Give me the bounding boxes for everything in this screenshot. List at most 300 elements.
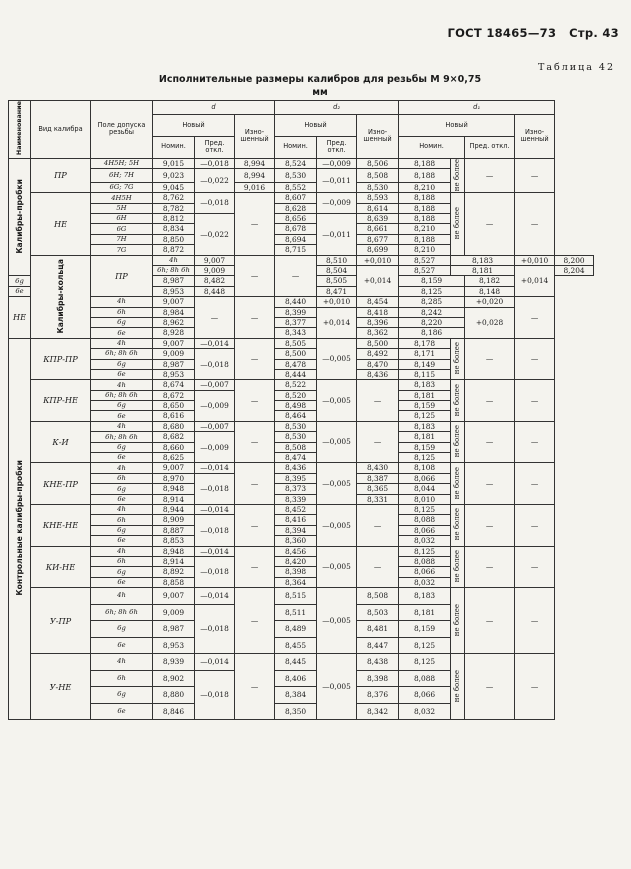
d-worn-dash: — (235, 193, 275, 255)
d-nominal: 8,914 (153, 556, 195, 566)
tolerance-field: 6G (91, 224, 153, 234)
d1-nominal: 8,088 (399, 556, 451, 566)
d-nominal: 8,650 (153, 401, 195, 411)
table-body (9, 158, 594, 719)
d1-nominal: 8,125 (399, 637, 451, 654)
d1-nominal: 8,183 (399, 588, 451, 605)
d-worn-dash: — (235, 654, 275, 720)
d-deviation: —0,014 (195, 546, 235, 556)
tolerance-field: 6G; 7G (91, 182, 153, 192)
d2-worn: 8,342 (357, 703, 399, 720)
d2-nominal: 8,524 (275, 158, 317, 168)
d2-deviation: —0,005 (317, 505, 357, 547)
tolerance-field: 6e (91, 577, 153, 587)
tolerance-field: 4h (91, 297, 153, 307)
d2-nominal: 8,508 (275, 442, 317, 452)
table-wrapper (8, 100, 594, 720)
d-nominal: 8,962 (153, 317, 195, 327)
d1-dev-dash: — (465, 654, 515, 720)
tolerance-field: 6h; 8h 6h (91, 604, 153, 621)
table-row (9, 307, 594, 317)
d-nominal: 8,625 (153, 453, 195, 463)
d2-nominal: 8,456 (275, 546, 317, 556)
d2-worn-dash: — (357, 380, 399, 422)
d-worn: 8,994 (235, 158, 275, 168)
d-nominal: 8,872 (153, 245, 195, 255)
gauge-kind: У-НЕ (31, 654, 91, 720)
tolerance-field: 6e (91, 536, 153, 546)
d1-worn: 8,148 (465, 286, 515, 296)
note-not-more: не более (451, 588, 465, 654)
d-worn-dash: — (235, 338, 275, 380)
d1-nominal: 8,181 (399, 390, 451, 400)
tolerance-field: 6g (91, 442, 153, 452)
tolerance-field: 4H5H (91, 193, 153, 203)
d-deviation: —0,018 (195, 473, 235, 504)
d-nominal: 9,045 (153, 182, 195, 192)
d1-nominal: 8,188 (399, 214, 451, 224)
d-deviation: —0,022 (195, 169, 235, 193)
d1-nominal: 8,210 (399, 245, 451, 255)
d2-worn: 8,505 (317, 276, 357, 286)
d-nominal: 8,987 (153, 276, 195, 286)
d-nominal: 8,987 (153, 621, 195, 638)
tolerance-field: 6g (91, 621, 153, 638)
d1-nominal: 8,159 (399, 401, 451, 411)
table-row (9, 588, 594, 605)
d2-nominal: 8,420 (275, 556, 317, 566)
tolerance-field: 6h (91, 556, 153, 566)
d1-worn-dash: — (515, 588, 555, 654)
d2-deviation: —0,005 (317, 546, 357, 588)
d2-worn: 8,661 (357, 224, 399, 234)
d2-worn: 8,387 (357, 473, 399, 483)
d2-deviation: +0,014 (317, 307, 357, 338)
d2-worn: 8,530 (357, 182, 399, 192)
d2-nominal: 8,715 (275, 245, 317, 255)
col-name-header: Наименование (9, 101, 31, 159)
d1-nominal: 8,181 (451, 266, 515, 276)
d1-nominal: 8,188 (399, 193, 451, 203)
tolerance-field: 6h (91, 670, 153, 687)
d-nominal: 9,007 (195, 255, 235, 265)
tolerance-field: 6g (91, 687, 153, 704)
d1-nominal: 8,188 (399, 234, 451, 244)
d2-nominal: 8,436 (275, 463, 317, 473)
d2-nominal: 8,398 (275, 567, 317, 577)
d-deviation: —0,007 (195, 380, 235, 390)
d1-nominal: 8,044 (399, 484, 451, 494)
d2-worn: 8,331 (357, 494, 399, 504)
d1-nominal: 8,159 (399, 276, 465, 286)
d2-nominal: 8,694 (275, 234, 317, 244)
d-nominal: 8,846 (153, 703, 195, 720)
d2-nominal: 8,489 (275, 621, 317, 638)
d1-nominal: 8,171 (399, 349, 451, 359)
d-deviation: —0,014 (195, 588, 235, 605)
d1-worn-dash: — (515, 654, 555, 720)
d1-dev-dash: — (465, 463, 515, 505)
d-nominal: 8,880 (153, 687, 195, 704)
d2-deviation: +0,010 (357, 255, 399, 265)
d2-nominal: 8,511 (275, 604, 317, 621)
d-worn-dash: — (275, 255, 317, 297)
doc-code: ГОСТ 18465—73 (447, 26, 557, 40)
gauge-kind: КПР-НЕ (31, 380, 91, 422)
d2-worn-header: Изно-шенный (357, 115, 399, 159)
d1-worn-header: Изно-шенный (515, 115, 555, 159)
tolerance-field: 4h (91, 463, 153, 473)
d2-nominal: 8,350 (275, 703, 317, 720)
d1-nominal: 8,186 (399, 328, 465, 338)
d-nominal: 8,850 (153, 234, 195, 244)
d2-worn: 8,454 (357, 297, 399, 307)
d-deviation: —0,014 (195, 505, 235, 515)
tolerance-field: 6g (91, 525, 153, 535)
d-dev-dash: — (195, 297, 235, 339)
d2-deviation: —0,005 (317, 588, 357, 654)
tolerance-field: 6h (91, 473, 153, 483)
d1-nominal: 8,181 (399, 604, 451, 621)
d1-nominal: 8,188 (399, 158, 451, 168)
d2-worn-dash: — (357, 546, 399, 588)
tolerance-field: 6e (91, 328, 153, 338)
d-nominal: 8,944 (153, 505, 195, 515)
d1-dev-dash: — (465, 158, 515, 193)
d2-nominal: 8,444 (275, 369, 317, 379)
d2-nominal: 8,474 (275, 453, 317, 463)
d2-deviation: —0,005 (317, 654, 357, 720)
d2-nominal: 8,607 (275, 193, 317, 203)
col-kind-header: Вид калибра (31, 101, 91, 159)
d1-nominal: 8,032 (399, 577, 451, 587)
d-deviation: —0,018 (195, 349, 235, 380)
d-nominal: 8,928 (153, 328, 195, 338)
tolerance-field: 6e (91, 637, 153, 654)
d-deviation: —0,022 (195, 214, 235, 256)
d-nominal: 9,007 (153, 588, 195, 605)
d2-worn: 8,447 (357, 637, 399, 654)
d-nominal: 8,948 (153, 546, 195, 556)
d2-worn: 8,436 (357, 369, 399, 379)
table-row (9, 338, 594, 348)
table-row (9, 193, 594, 203)
d2-worn: 8,500 (357, 338, 399, 348)
d1-nominal: 8,125 (399, 505, 451, 515)
d1-worn-dash: — (515, 505, 555, 547)
tolerance-field: 6e (9, 286, 31, 296)
d-deviation: —0,018 (195, 556, 235, 587)
d-nominal: 8,953 (153, 637, 195, 654)
d1-deviation: +0,010 (515, 255, 555, 265)
d-deviation: —0,007 (195, 421, 235, 431)
tolerance-field: 7G (91, 245, 153, 255)
d2-worn: 8,677 (357, 234, 399, 244)
d2-worn: 8,398 (357, 670, 399, 687)
d-worn-dash: — (235, 297, 275, 339)
d-worn: 9,016 (235, 182, 275, 192)
tolerance-field: 6H (91, 214, 153, 224)
d1-worn-dash: — (515, 546, 555, 588)
note-not-more: не более (451, 338, 465, 380)
tolerance-field: 4h (91, 421, 153, 431)
caption-title: Исполнительные размеры калибров для резьбы М 9×0,75 (158, 74, 482, 85)
group-label: Калибры-кольца (31, 255, 91, 338)
d2-worn: 8,508 (357, 588, 399, 605)
d-nominal: 9,007 (153, 338, 195, 348)
d2-worn: 8,593 (357, 193, 399, 203)
col-d1-header: d₁ (399, 101, 555, 115)
d-nominal: 8,674 (153, 380, 195, 390)
d1-worn-dash: — (515, 158, 555, 193)
d1-nominal: 8,010 (399, 494, 451, 504)
d1-nominal: 8,032 (399, 703, 451, 720)
tolerance-field: 6e (91, 411, 153, 421)
tolerance-field: 6H; 7H (91, 169, 153, 183)
d-nominal: 9,009 (195, 266, 235, 276)
table-label: Таблица 42 (538, 62, 615, 73)
d2-worn: 8,438 (357, 654, 399, 671)
d-nominal: 8,953 (153, 286, 195, 296)
d2-worn: 8,699 (357, 245, 399, 255)
d2-nominal: 8,440 (275, 297, 317, 307)
d-nominal: 8,853 (153, 536, 195, 546)
d1-nominal: 8,159 (399, 442, 451, 452)
gauge-kind: ПР (31, 158, 91, 193)
col-d2-header: d₂ (275, 101, 399, 115)
d-nominal: 8,834 (153, 224, 195, 234)
d1-nominal: 8,125 (399, 654, 451, 671)
d-nominal: 8,987 (153, 359, 195, 369)
d2-nominal: 8,343 (275, 328, 317, 338)
tolerance-field: 6g (9, 276, 31, 286)
d2-worn-dash: — (357, 505, 399, 547)
d-deviation: —0,009 (195, 390, 235, 421)
d2-deviation: —0,011 (317, 214, 357, 256)
d2-nominal: 8,530 (275, 421, 317, 431)
d2-nominal: 8,384 (275, 687, 317, 704)
d1-nominal: 8,220 (399, 317, 465, 327)
d-nominal: 9,007 (153, 297, 195, 307)
d-nominal: 8,682 (153, 432, 195, 442)
d1-deviation: +0,020 (465, 297, 515, 307)
d1-nominal: 8,178 (399, 338, 451, 348)
d-nominal: 9,007 (153, 463, 195, 473)
d2-worn: 8,471 (317, 286, 357, 296)
d-nominal: 8,909 (153, 515, 195, 525)
d-worn-dash: — (235, 505, 275, 547)
d2-deviation: —0,005 (317, 338, 357, 380)
d-nominal: 8,953 (153, 369, 195, 379)
tolerance-field: 4H5H; 5H (91, 158, 153, 168)
d2-worn: 8,376 (357, 687, 399, 704)
tolerance-field: 6e (91, 494, 153, 504)
d2-deviation: —0,005 (317, 380, 357, 422)
d2-nominal: 8,377 (275, 317, 317, 327)
d1-dev-dash: — (465, 588, 515, 654)
d1-worn-dash: — (515, 463, 555, 505)
d2-nominal: 8,530 (275, 169, 317, 183)
d-deviation: —0,018 (195, 193, 235, 214)
d2-worn: 8,527 (399, 266, 451, 276)
page-number: Стр. 43 (569, 26, 619, 40)
note-not-more: не более (451, 505, 465, 547)
d2-worn: 8,470 (357, 359, 399, 369)
d-nominal: 9,023 (153, 169, 195, 183)
d1-nominal: 8,242 (399, 307, 465, 317)
d1-nominal: 8,210 (399, 182, 451, 192)
d2-deviation: +0,010 (317, 297, 357, 307)
d1-dev-dash: — (465, 193, 515, 255)
d2-worn: 8,365 (357, 484, 399, 494)
note-not-more: не более (451, 546, 465, 588)
d1-nominal: 8,183 (399, 380, 451, 390)
d2-worn: 8,481 (357, 621, 399, 638)
d1-nominal: 8,188 (399, 169, 451, 183)
d-nominal: 8,887 (153, 525, 195, 535)
d2-deviation: —0,009 (317, 193, 357, 214)
note-not-more: не более (451, 421, 465, 463)
note-not-more: не более (451, 654, 465, 720)
d2-nominal: 8,530 (275, 432, 317, 442)
d2-worn: 8,492 (357, 349, 399, 359)
page-header (447, 26, 619, 40)
d2-nominal: 8,552 (275, 182, 317, 192)
tolerance-field: 6h; 8h 6h (91, 390, 153, 400)
table-row (9, 463, 594, 473)
d1-nominal: 8,188 (399, 203, 451, 213)
table-row (9, 297, 594, 307)
d1-nominal: 8,125 (399, 453, 451, 463)
gauge-kind: К-И (31, 421, 91, 463)
d1-nominal: 8,088 (399, 515, 451, 525)
d-worn-dash: — (235, 380, 275, 422)
d1-nominal: 8,183 (399, 421, 451, 431)
table-row (9, 654, 594, 671)
d2-nominal: 8,445 (275, 654, 317, 671)
table-row (9, 421, 594, 431)
d-nominal: 8,812 (153, 214, 195, 224)
gauge-kind: НЕ (31, 193, 91, 255)
d1-worn-dash: — (515, 380, 555, 422)
d-nominal: 8,914 (153, 494, 195, 504)
d-worn-dash: — (235, 463, 275, 505)
d1-dev-dash: — (465, 505, 515, 547)
group-label: Калибры-пробки (9, 158, 31, 276)
table-row (9, 546, 594, 556)
d-nominal: 8,948 (153, 484, 195, 494)
d-nominal: 8,672 (153, 390, 195, 400)
d2-nominal: 8,498 (275, 401, 317, 411)
d-nom-header: Номин. (153, 136, 195, 158)
d2-nominal: 8,678 (275, 224, 317, 234)
d-worn: 8,994 (235, 169, 275, 183)
d-worn-dash: — (235, 421, 275, 463)
d-nominal: 8,939 (153, 654, 195, 671)
d1-nominal: 8,125 (399, 546, 451, 556)
d-deviation: —0,018 (195, 515, 235, 546)
d-dev-dash: — (235, 255, 275, 297)
d1-worn-dash: — (515, 421, 555, 463)
d1-deviation: +0,014 (515, 266, 555, 297)
tolerance-field: 6e (91, 369, 153, 379)
d2-nominal: 8,373 (275, 484, 317, 494)
d2-worn: 8,503 (357, 604, 399, 621)
d-deviation: —0,014 (195, 463, 235, 473)
table-row (9, 505, 594, 515)
d1-nominal: 8,088 (399, 670, 451, 687)
d2-worn: 8,362 (357, 328, 399, 338)
d1-dev-dash: — (465, 546, 515, 588)
d-nominal: 8,762 (153, 193, 195, 203)
d1-nominal: 8,066 (399, 525, 451, 535)
d1-nominal: 8,066 (399, 473, 451, 483)
d-nominal: 9,009 (153, 349, 195, 359)
d1-deviation: +0,028 (465, 307, 515, 338)
d2-worn: 8,418 (357, 307, 399, 317)
d2-nominal: 8,394 (275, 525, 317, 535)
d2-nominal: 8,510 (317, 255, 357, 265)
d-deviation: —0,018 (195, 158, 235, 168)
d1-nominal: 8,125 (399, 411, 451, 421)
tolerance-field: 6g (91, 359, 153, 369)
d-nominal: 8,902 (153, 670, 195, 687)
tolerance-field: 4h (91, 654, 153, 671)
d-nominal: 9,015 (153, 158, 195, 168)
d2-nominal: 8,628 (275, 203, 317, 213)
tolerance-field: 6g (91, 567, 153, 577)
tolerance-field: 6h (91, 307, 153, 317)
d-nominal: 8,660 (153, 442, 195, 452)
d-nominal: 9,009 (153, 604, 195, 621)
d-nominal: 8,892 (153, 567, 195, 577)
d2-nominal: 8,416 (275, 515, 317, 525)
tolerance-field: 4h (91, 546, 153, 556)
d1-nominal: 8,066 (399, 687, 451, 704)
tolerance-field: 6e (91, 703, 153, 720)
d1-nominal: 8,181 (399, 432, 451, 442)
d1-dev-dash: — (465, 338, 515, 380)
d1-worn-dash: — (515, 193, 555, 255)
d1-dev-dash: — (465, 421, 515, 463)
gauge-table (8, 100, 594, 720)
d2-deviation: —0,011 (317, 169, 357, 193)
d-deviation: —0,014 (195, 338, 235, 348)
d2-nom-header: Номин. (275, 136, 317, 158)
d1-new-header: Новый (399, 115, 515, 137)
d1-worn-dash: — (515, 338, 555, 380)
gauge-kind: КНЕ-НЕ (31, 505, 91, 547)
table-row (9, 255, 594, 265)
gauge-kind: КНЕ-ПР (31, 463, 91, 505)
d1-dev-dash: — (465, 380, 515, 422)
d1-nominal: 8,159 (399, 621, 451, 638)
col-d-header: d (153, 101, 275, 115)
d-nominal: 8,616 (153, 411, 195, 421)
d2-nominal: 8,395 (275, 473, 317, 483)
d-new-header: Новый (153, 115, 235, 137)
caption-unit: мм (312, 87, 328, 98)
d1-nominal: 8,285 (399, 297, 465, 307)
d2-new-header: Новый (275, 115, 357, 137)
d2-deviation: +0,014 (357, 266, 399, 297)
d-deviation: —0,014 (195, 654, 235, 671)
d2-nominal: 8,500 (275, 349, 317, 359)
d2-nominal: 8,452 (275, 505, 317, 515)
d-nominal: 8,970 (153, 473, 195, 483)
d1-nominal: 8,183 (451, 255, 515, 265)
d1-nominal: 8,066 (399, 567, 451, 577)
